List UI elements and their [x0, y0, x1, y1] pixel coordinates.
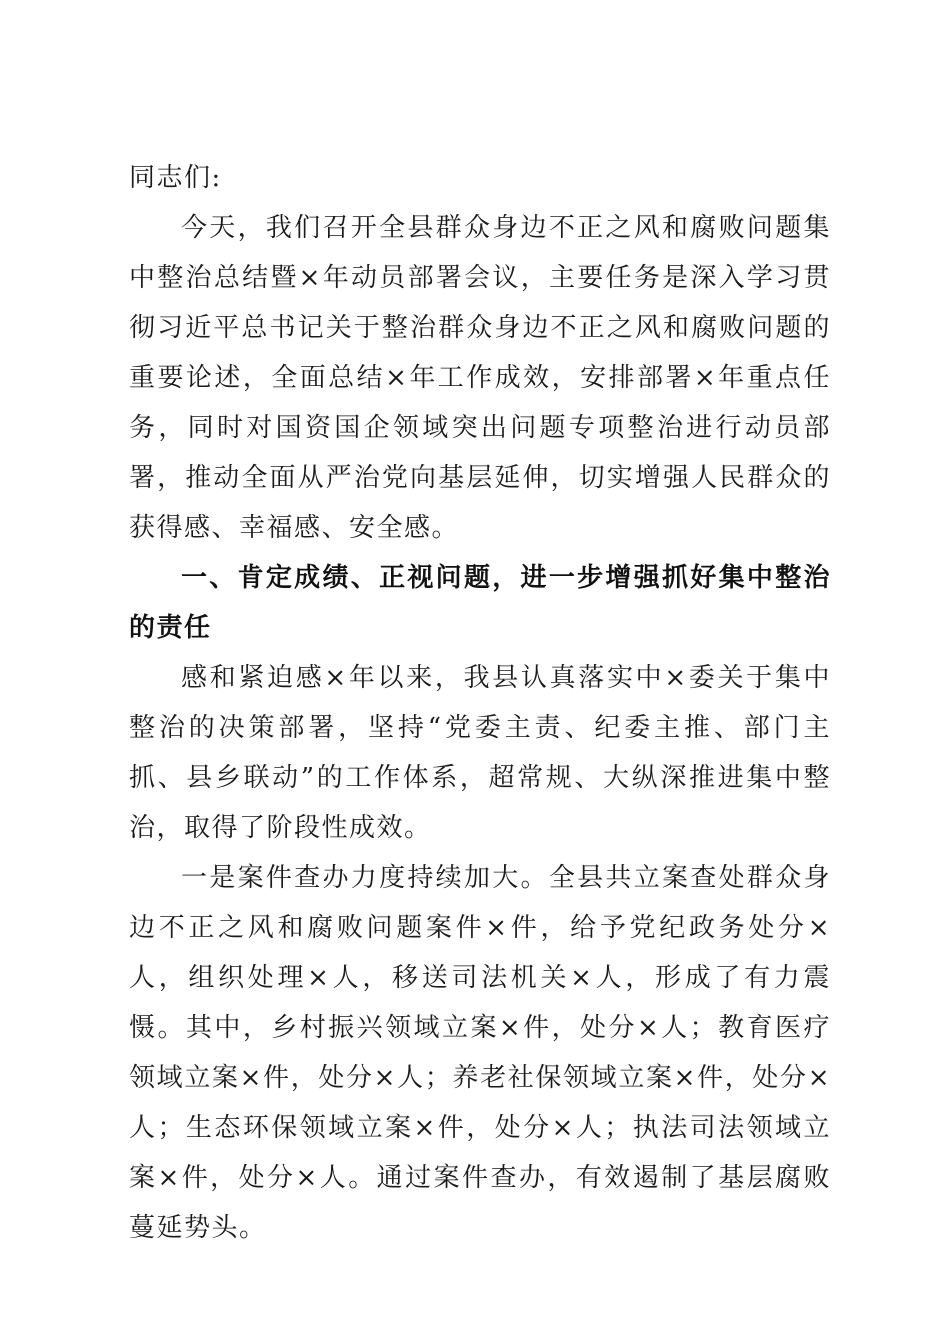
salutation: 同志们: — [129, 163, 222, 193]
document-body — [129, 153, 831, 1253]
body-paragraph-achievements: 感和紧迫感×年以来，我县认真落实中×委关于集中整治的决策部署，坚持“党委主责、纪委主推、部门主抓、县乡联动”的工作体系，超常规、大纵深推进集中整治，取得了阶段性成效。 — [129, 663, 831, 843]
body-paragraph-case-handling: 一是案件查办力度持续加大。全县共立案查处群众身边不正之风和腐败问题案件×件，给予党纪政务处分×人，组织处理×人，移送司法机关×人，形成了有力震慑。其中，乡村振兴领域立案×件，处分×人；教育医疗领域立案×件，处分×人；养老社保领域立案×件，处分×人；生态环保领域立案×件，处分×人；执法司法领域立案×件，处分×人。通过案件查办，有效遏制了基层腐败蔓延势头。 — [129, 863, 831, 1243]
section-heading: 一、肯定成绩、正视问题，进一步增强抓好集中整治的责任 — [129, 563, 831, 643]
opening-paragraph: 今天，我们召开全县群众身边不正之风和腐败问题集中整治总结暨×年动员部署会议，主要任务是深入学习贯彻习近平总书记关于整治群众身边不正之风和腐败问题的重要论述，全面总结×年工作成效，安排部署×年重点任务，同时对国资国企领域突出问题专项整治进行动员部署，推动全面从严治党向基层延伸，切实增强人民群众的获得感、幸福感、安全感。 — [129, 213, 831, 543]
